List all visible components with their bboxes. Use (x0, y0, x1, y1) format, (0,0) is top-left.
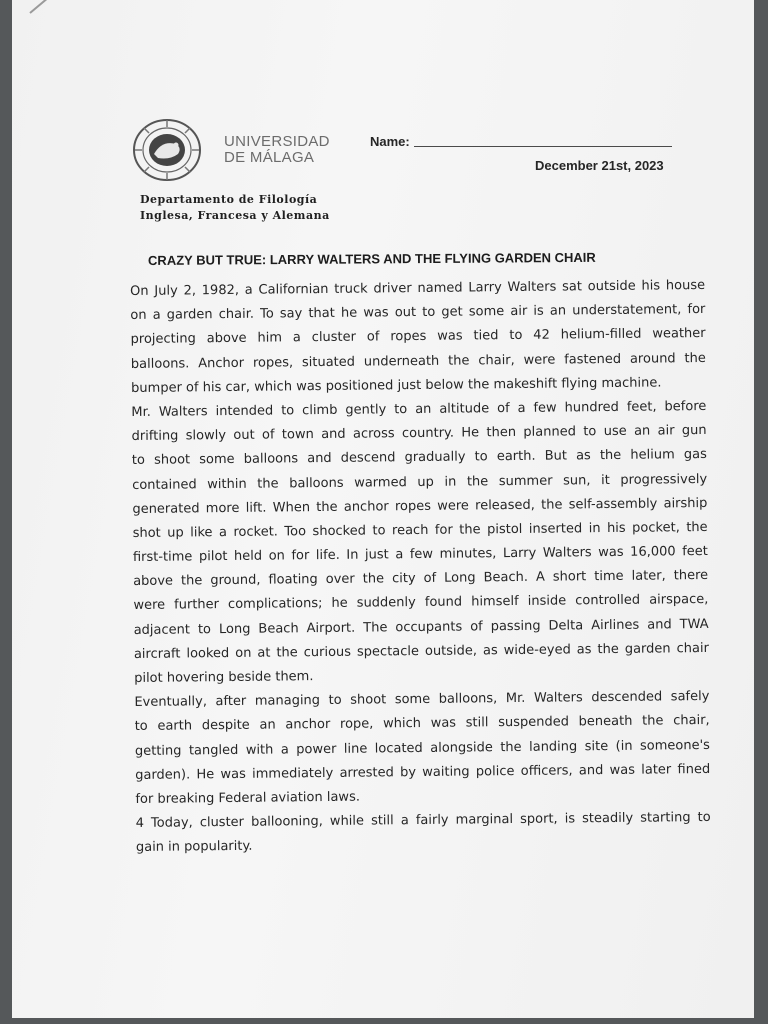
text-line: garden). He was immediately arrested by waiting police officers, and was later fined (135, 761, 711, 783)
document-page (12, 0, 754, 1018)
article-body (130, 274, 711, 860)
text-line: balloons. Anchor ropes, situated underneath the chair, were fastened around the (130, 350, 706, 372)
text-line: for breaking Federal aviation laws. (135, 789, 361, 807)
article-title: CRAZY BUT TRUE: LARRY WALTERS AND THE FLYING GARDEN CHAIR (147, 249, 596, 268)
text-line: above the ground, floating over the city of Long Beach. A short time later, there (133, 568, 709, 590)
text-line: aircraft looked on at the curious spectacle outside, as wide-eyed as the garden chair (133, 640, 709, 662)
text-line: projecting above him a cluster of ropes was tied to 42 helium-filled weather (130, 326, 706, 348)
text-line: getting tangled with a power line located alongside the landing site (in someone's (134, 737, 710, 759)
university-name-line1: UNIVERSIDAD (224, 133, 330, 150)
university-name-line2: DE MÁLAGA (224, 149, 315, 166)
university-seal-icon (132, 118, 202, 182)
text-line: first-time pilot held on for life. In just a few minutes, Larry Walters was 16,000 feet (132, 544, 708, 566)
text-line: to shoot some balloons and descend gradually to earth. But as the helium gas (131, 447, 707, 469)
department-line1: Departamento de Filología (140, 193, 318, 206)
text-line: gain in popularity. (135, 839, 253, 856)
text-line: generated more lift. When the anchor ropes were released, the self-assembly airship (132, 495, 708, 517)
text-line: shot up like a rocket. Too shocked to reach for the pistol inserted in his pocket, the (132, 519, 708, 541)
text-line: On July 2, 1982, a Californian truck driver named Larry Walters sat outside his house (130, 277, 706, 299)
text-line: adjacent to Long Beach Airport. The occupants of passing Delta Airlines and TWA (133, 616, 709, 638)
text-line: drifting slowly out of town and across country. He then planned to use an air gun (131, 423, 707, 445)
name-label: Name: (370, 134, 410, 149)
text-line: pilot hovering beside them. (134, 669, 314, 686)
department-line2: Inglesa, Francesa y Alemana (140, 209, 330, 222)
text-line: Eventually, after managing to shoot some balloons, Mr. Walters descended safely (134, 689, 710, 711)
pen-mark (29, 0, 53, 14)
text-line: to earth despite an anchor rope, which was still suspended beneath the chair, (134, 713, 710, 735)
document-date: December 21st, 2023 (535, 158, 664, 173)
department-name (140, 192, 330, 224)
text-line: Mr. Walters intended to climb gently to an altitude of a few hundred feet, before (131, 398, 707, 420)
text-line: bumper of his car, which was positioned just below the makeshift flying machine. (131, 375, 662, 396)
university-name (224, 134, 330, 166)
text-line: 4 Today, cluster ballooning, while still a fairly marginal sport, is steadily starting to (135, 810, 711, 832)
text-line: contained within the balloons warmed up in the summer sun, it progressively (132, 471, 708, 493)
text-line: on a garden chair. To say that he was out to get some air is an understatement, for (130, 302, 706, 324)
name-field-line (414, 146, 672, 147)
text-line: were further complications; he suddenly found himself inside controlled airspace, (133, 592, 709, 614)
